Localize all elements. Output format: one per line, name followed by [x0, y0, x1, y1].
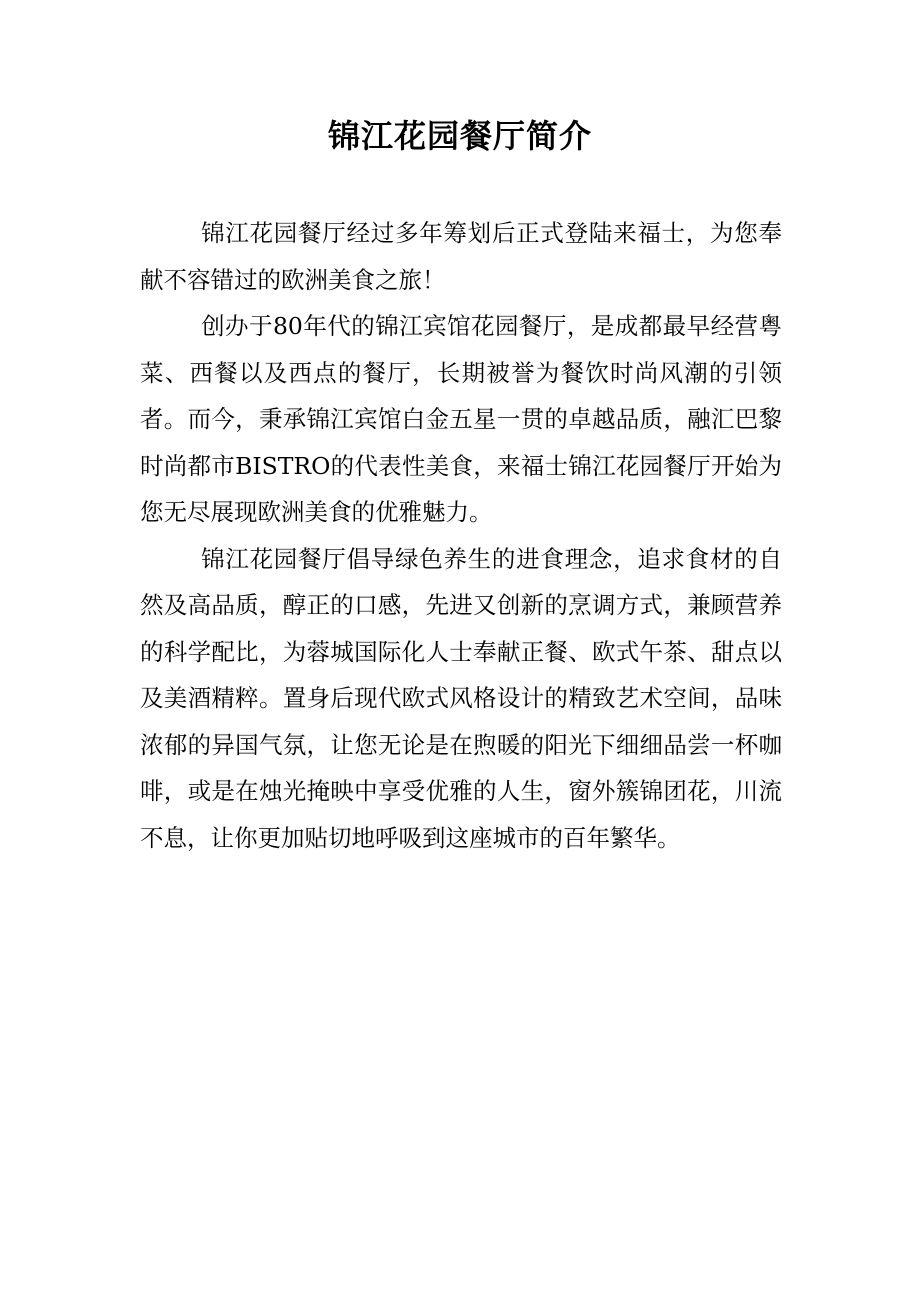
paragraph-intro: 锦江花园餐厅经过多年筹划后正式登陆来福士，为您奉献不容错过的欧洲美食之旅！ [140, 219, 782, 294]
paragraph-history: 创办于80年代的锦江宾馆花园餐厅，是成都最早经营粤菜、西餐以及西点的餐厅，长期被誉为餐饮时尚风潮的引领者。而今，秉承锦江宾馆白金五星一贯的卓越品质，融汇巴黎时尚都市BISTRO的代表性美食，来福士锦江花园餐厅开始为您无尽展现欧洲美食的优雅魅力。 [140, 312, 782, 526]
document-body [140, 210, 782, 861]
paragraph-philosophy: 锦江花园餐厅倡导绿色养生的进食理念，追求食材的自然及高品质，醇正的口感，先进又创新的烹调方式，兼顾营养的科学配比，为蓉城国际化人士奉献正餐、欧式午茶、甜点以及美酒精粹。置身后现代欧式风格设计的精致艺术空间，品味浓郁的异国气氛，让您无论是在煦暖的阳光下细细品尝一杯咖啡，或是在烛光掩映中享受优雅的人生，窗外簇锦团花，川流不息，让你更加贴切地呼吸到这座城市的百年繁华。 [140, 544, 782, 852]
document-title: 锦江花园餐厅简介 [327, 117, 592, 155]
